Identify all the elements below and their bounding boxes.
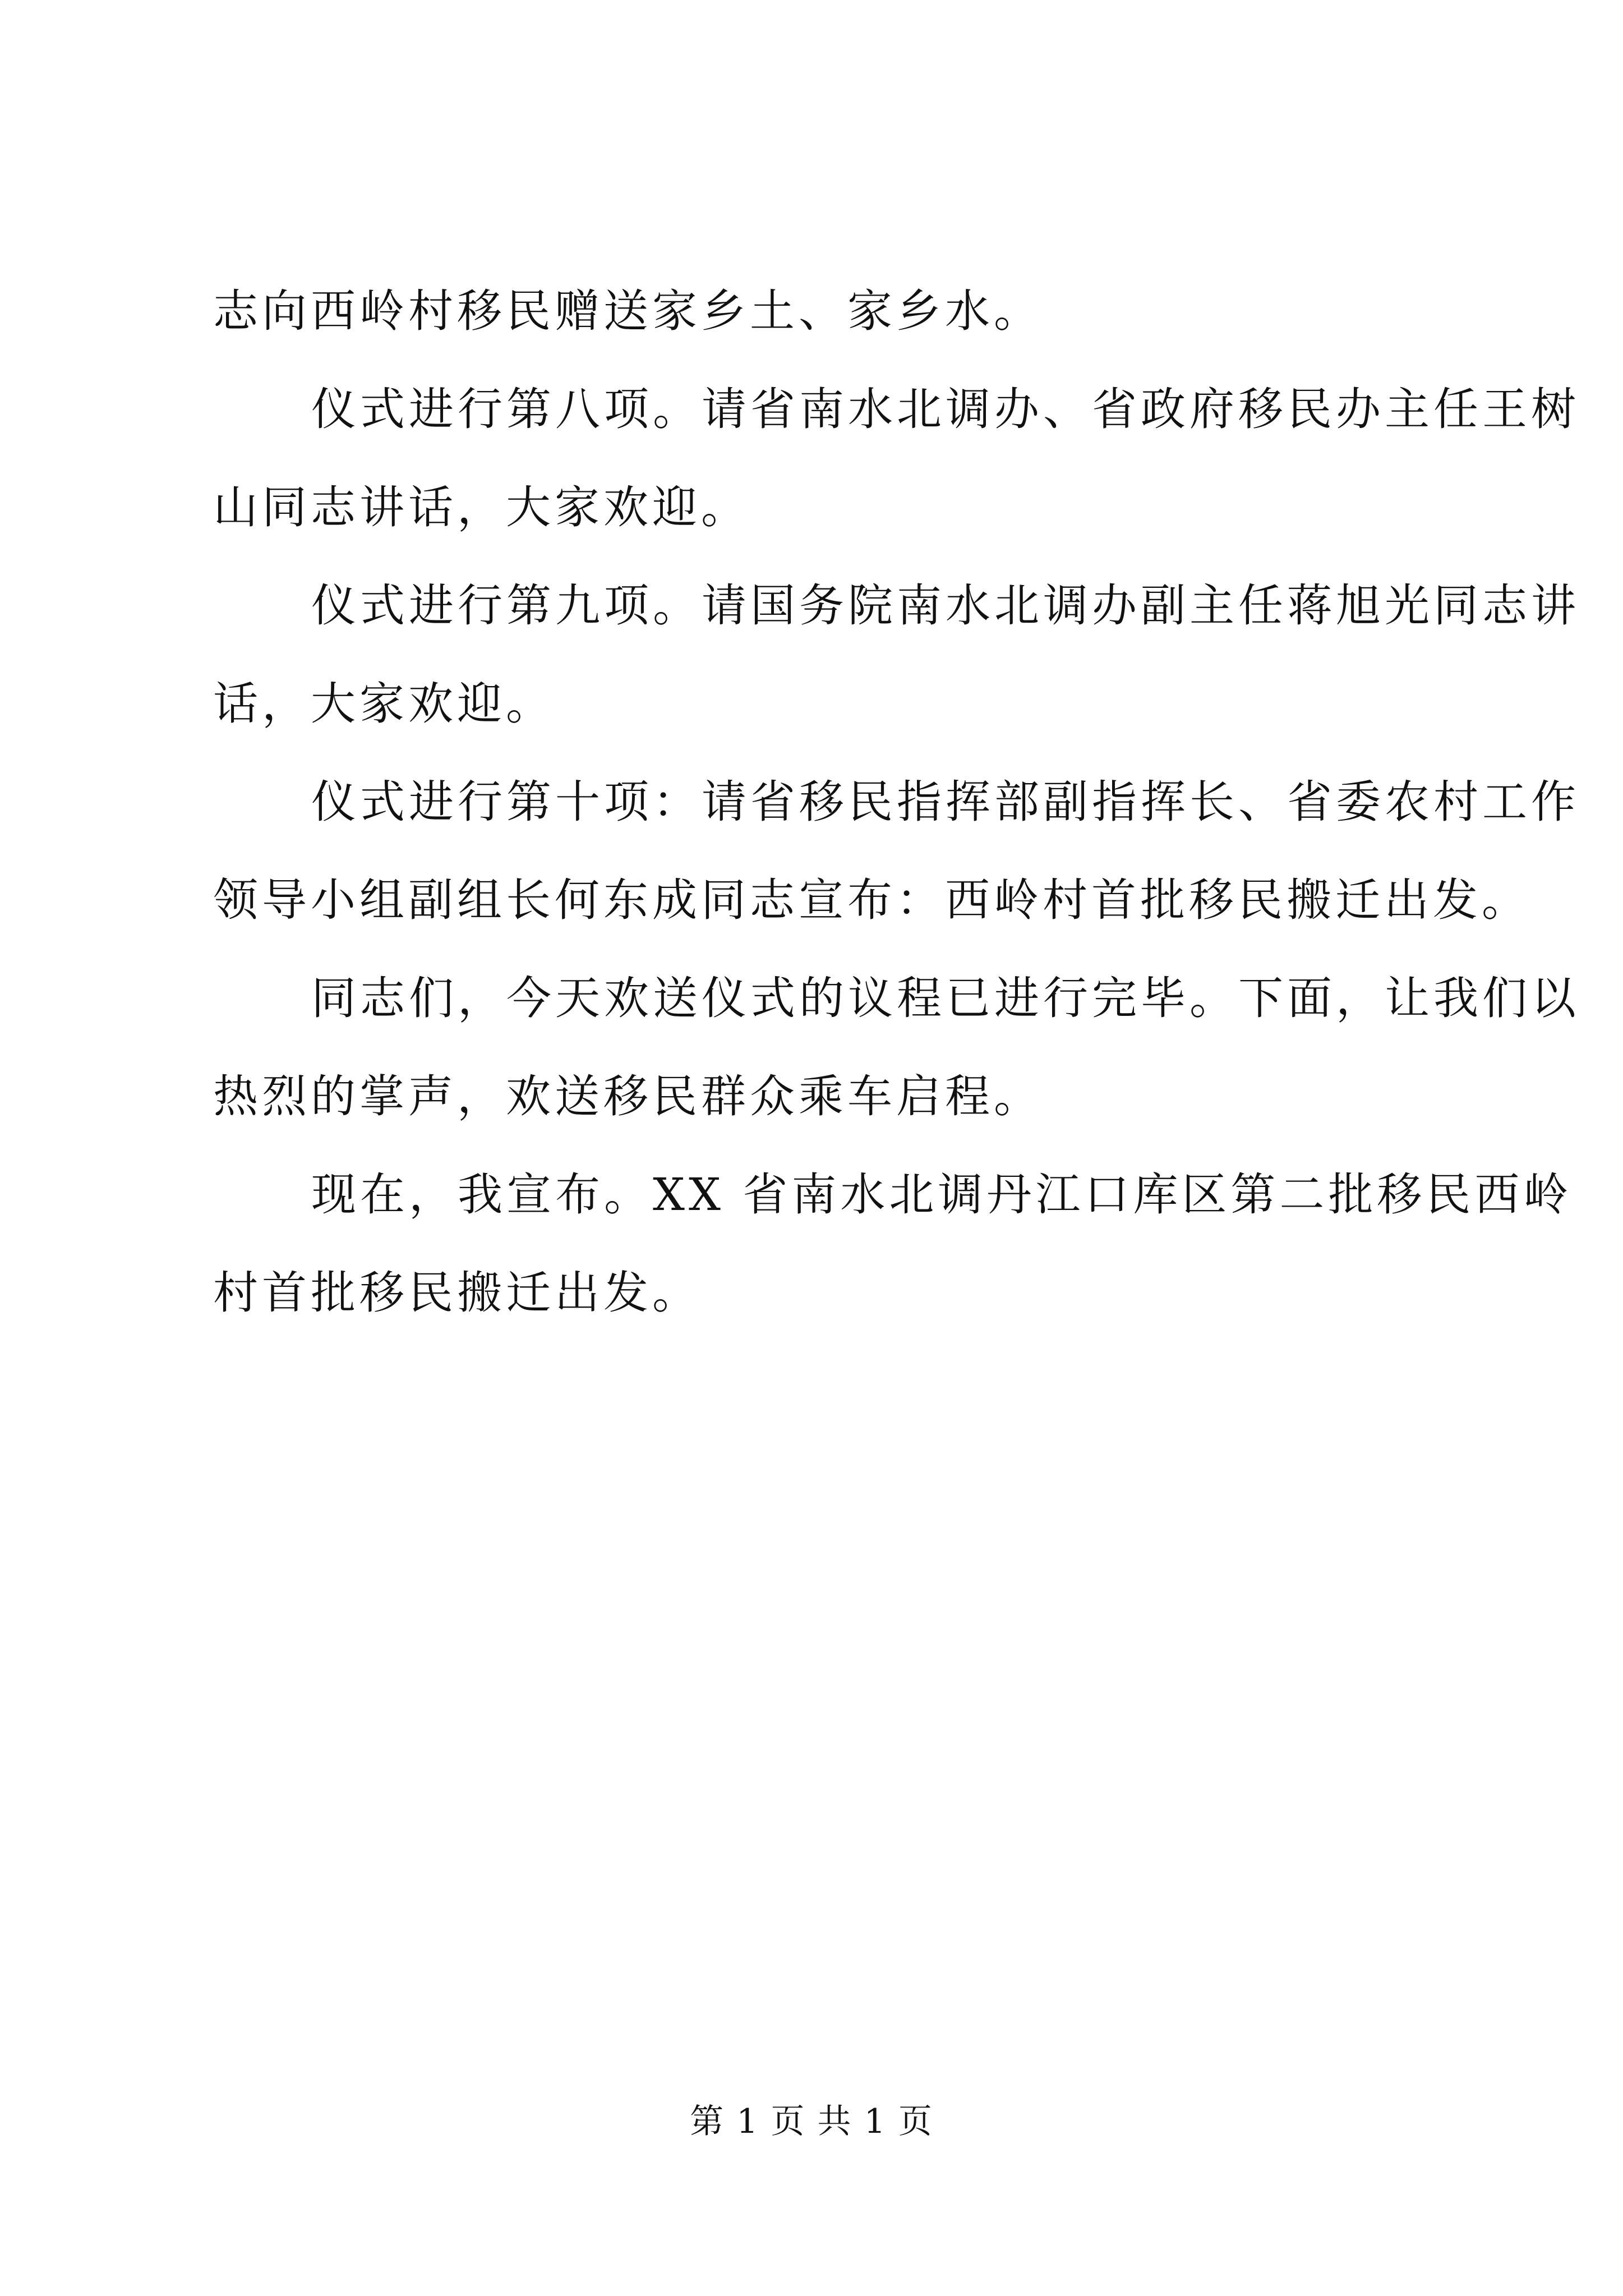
text-line-7: 领导小组副组长何东成同志宣布：西岭村首批移民搬迁出发。 [213, 874, 1530, 926]
document-body [213, 283, 1580, 1363]
text-line-6: 仪式进行第十项：请省移民指挥部副指挥长、省委农村工作 [311, 776, 1580, 828]
text-line-1: 志向西岭村移民赠送家乡土、家乡水。 [213, 285, 1043, 337]
text-line-3: 山同志讲话，大家欢迎。 [213, 481, 750, 533]
text-line-11: 村首批移民搬迁出发。 [213, 1267, 701, 1319]
text-line-10: 现在，我宣布。XX 省南水北调丹江口库区第二批移民西岭 [311, 1168, 1573, 1221]
text-line-2: 仪式进行第八项。请省南水北调办、省政府移民办主任王树 [311, 383, 1580, 435]
text-line-5: 话，大家欢迎。 [213, 678, 555, 730]
text-line-4: 仪式进行第九项。请国务院南水北调办副主任蒋旭光同志讲 [311, 579, 1580, 632]
page-number-footer: 第 1 页 共 1 页 [690, 2102, 933, 2141]
text-line-8: 同志们，今天欢送仪式的议程已进行完毕。下面，让我们以 [311, 972, 1580, 1024]
text-line-9: 热烈的掌声，欢送移民群众乘车启程。 [213, 1070, 1043, 1122]
